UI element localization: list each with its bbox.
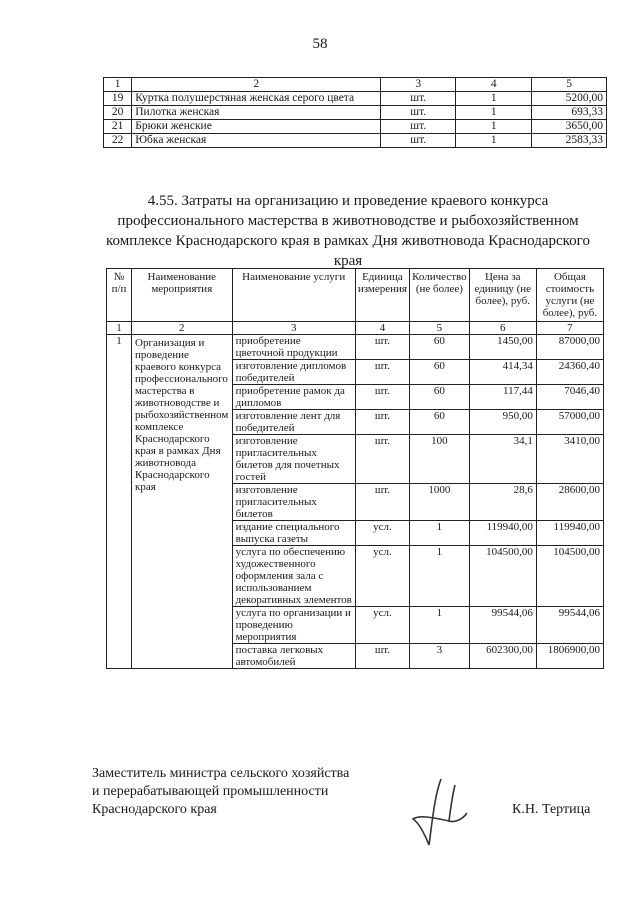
section-heading: 4.55. Затраты на организацию и проведение краевого конкурса профессионального мастерства в животноводстве и рыбохозяйственном комплексе Краснодарского края в рамках Дня животновода Краснодарского края xyxy=(106,193,590,269)
service-price: 28,6 xyxy=(469,484,536,521)
service-price: 34,1 xyxy=(469,435,536,484)
table-row xyxy=(104,106,607,120)
row-number: 19 xyxy=(104,92,132,106)
item-name: Юбка женская xyxy=(132,134,381,148)
service-qty: 60 xyxy=(410,335,470,360)
service-total: 119940,00 xyxy=(536,521,603,546)
service-unit: шт. xyxy=(355,360,409,385)
header-cell: Общая стоимость услуги (не более), руб. xyxy=(536,269,603,322)
item-name: Куртка полушерстяная женская серого цвета xyxy=(132,92,381,106)
service-price: 950,00 xyxy=(469,410,536,435)
item-unit: шт. xyxy=(381,92,456,106)
index-cell: 3 xyxy=(232,322,355,335)
service-total: 87000,00 xyxy=(536,335,603,360)
service-name: услуга по организации и проведению мероприятия xyxy=(232,607,355,644)
header-cell: № п/п xyxy=(107,269,132,322)
service-unit: шт. xyxy=(355,484,409,521)
table-row xyxy=(107,335,604,360)
service-qty: 1000 xyxy=(410,484,470,521)
header-cell: Количество (не более) xyxy=(410,269,470,322)
service-name: приобретение цветочной продукции xyxy=(232,335,355,360)
signatory-title-line: Заместитель министра сельского хозяйства xyxy=(92,766,350,781)
item-sum: 2583,33 xyxy=(532,134,607,148)
row-number: 21 xyxy=(104,120,132,134)
service-total: 104500,00 xyxy=(536,546,603,607)
table-header-row xyxy=(107,269,604,322)
index-cell: 1 xyxy=(107,322,132,335)
header-cell: 4 xyxy=(456,78,532,92)
service-unit: усл. xyxy=(355,607,409,644)
service-total: 7046,40 xyxy=(536,385,603,410)
service-price: 99544,06 xyxy=(469,607,536,644)
signature-block xyxy=(92,765,349,819)
items-table xyxy=(103,77,607,148)
index-cell: 7 xyxy=(536,322,603,335)
header-cell: 2 xyxy=(132,78,381,92)
event-name: Организация и проведение краевого конкурса профессионального мастерства в животноводстве и рыбохозяйственном комплексе Краснодарского края в рамках Дня животновода Краснодарского края xyxy=(132,335,233,669)
item-sum: 3650,00 xyxy=(532,120,607,134)
item-sum: 693,33 xyxy=(532,106,607,120)
signatory-title-line: и перерабатывающей промышленности xyxy=(92,784,329,799)
table-header-row xyxy=(104,78,607,92)
header-cell: 3 xyxy=(381,78,456,92)
header-cell: Цена за единицу (не более), руб. xyxy=(469,269,536,322)
service-unit: шт. xyxy=(355,644,409,669)
service-qty: 100 xyxy=(410,435,470,484)
header-cell: 1 xyxy=(104,78,132,92)
item-qty: 1 xyxy=(456,92,532,106)
service-price: 602300,00 xyxy=(469,644,536,669)
item-unit: шт. xyxy=(381,120,456,134)
service-qty: 60 xyxy=(410,385,470,410)
service-qty: 1 xyxy=(410,521,470,546)
header-cell: Единица измерения xyxy=(355,269,409,322)
service-price: 414,34 xyxy=(469,360,536,385)
item-name: Пилотка женская xyxy=(132,106,381,120)
service-qty: 1 xyxy=(410,607,470,644)
item-qty: 1 xyxy=(456,134,532,148)
index-cell: 2 xyxy=(132,322,233,335)
service-total: 99544,06 xyxy=(536,607,603,644)
header-cell: Наименование мероприятия xyxy=(132,269,233,322)
service-total: 3410,00 xyxy=(536,435,603,484)
signatory-title-line: Краснодарского края xyxy=(92,802,217,817)
item-qty: 1 xyxy=(456,120,532,134)
table-row xyxy=(104,92,607,106)
service-total: 1806900,00 xyxy=(536,644,603,669)
service-name: изготовление пригласительных билетов xyxy=(232,484,355,521)
service-name: услуга по обеспечению художественного оформления зала с использованием декоративных элементов xyxy=(232,546,355,607)
service-name: издание специального выпуска газеты xyxy=(232,521,355,546)
service-name: поставка легковых автомобилей xyxy=(232,644,355,669)
row-number: 1 xyxy=(107,335,132,669)
item-qty: 1 xyxy=(456,106,532,120)
item-unit: шт. xyxy=(381,106,456,120)
item-sum: 5200,00 xyxy=(532,92,607,106)
service-name: изготовление пригласительных билетов для почетных гостей xyxy=(232,435,355,484)
index-cell: 5 xyxy=(410,322,470,335)
service-unit: шт. xyxy=(355,410,409,435)
service-price: 1450,00 xyxy=(469,335,536,360)
service-name: изготовление лент для победителей xyxy=(232,410,355,435)
service-unit: шт. xyxy=(355,435,409,484)
signatory-name: К.Н. Тертица xyxy=(512,802,591,817)
service-price: 104500,00 xyxy=(469,546,536,607)
service-qty: 60 xyxy=(410,360,470,385)
column-index-row xyxy=(107,322,604,335)
service-unit: шт. xyxy=(355,335,409,360)
table-row xyxy=(104,134,607,148)
table-row xyxy=(104,120,607,134)
service-price: 117,44 xyxy=(469,385,536,410)
service-qty: 60 xyxy=(410,410,470,435)
page-number: 58 xyxy=(312,36,328,52)
handwritten-signature xyxy=(405,775,475,850)
item-name: Брюки женские xyxy=(132,120,381,134)
index-cell: 4 xyxy=(355,322,409,335)
service-unit: усл. xyxy=(355,546,409,607)
service-qty: 3 xyxy=(410,644,470,669)
header-cell: Наименование услуги xyxy=(232,269,355,322)
service-unit: шт. xyxy=(355,385,409,410)
header-cell: 5 xyxy=(532,78,607,92)
row-number: 20 xyxy=(104,106,132,120)
service-total: 28600,00 xyxy=(536,484,603,521)
index-cell: 6 xyxy=(469,322,536,335)
service-name: приобретение рамок да дипломов xyxy=(232,385,355,410)
service-total: 57000,00 xyxy=(536,410,603,435)
service-unit: усл. xyxy=(355,521,409,546)
service-total: 24360,40 xyxy=(536,360,603,385)
row-number: 22 xyxy=(104,134,132,148)
costs-table xyxy=(106,268,604,669)
service-price: 119940,00 xyxy=(469,521,536,546)
service-qty: 1 xyxy=(410,546,470,607)
service-name: изготовление дипломов победителей xyxy=(232,360,355,385)
item-unit: шт. xyxy=(381,134,456,148)
